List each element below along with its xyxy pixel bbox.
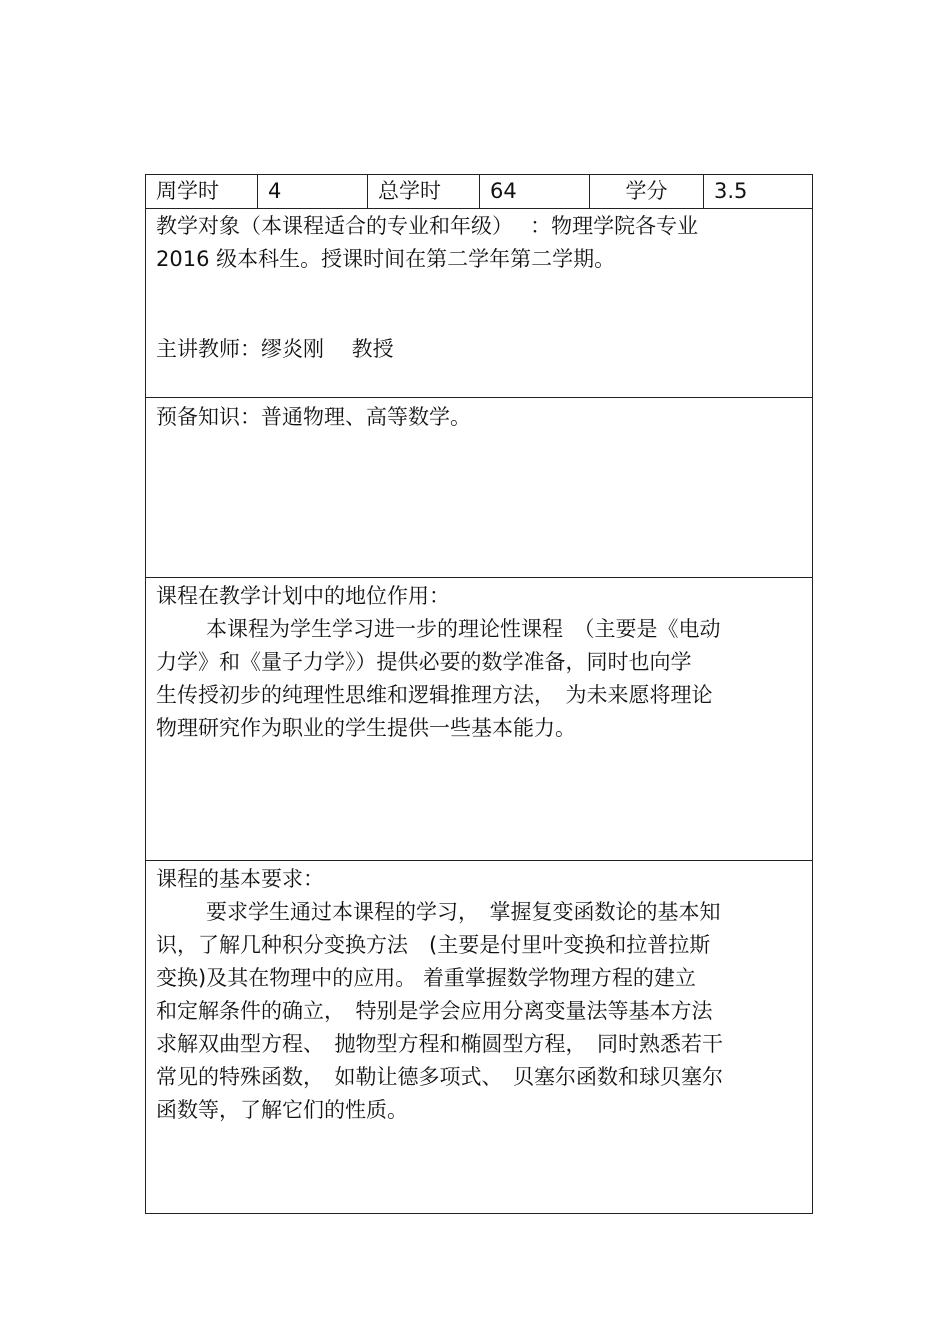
total-hours-label: 总学时 [368, 175, 480, 208]
audience-line-2: 2016 级本科生。授课时间在第二学年第二学期。 [156, 247, 616, 271]
credit-value: 3.5 [714, 179, 748, 203]
week-hours-label: 周学时 [146, 175, 258, 208]
week-hours-value: 4 [258, 175, 368, 208]
requirements-title: 课程的基本要求： [156, 867, 324, 891]
role-line-1: 本课程为学生学习进一步的理论性课程 （主要是《电动 [206, 617, 721, 641]
requirements-line-6: 常见的特殊函数， 如勒让德多项式、 贝塞尔函数和球贝塞尔 [156, 1065, 723, 1089]
total-hours-value: 64 [480, 175, 590, 208]
requirements-section [146, 861, 812, 1213]
requirements-line-4: 和定解条件的确立， 特别是学会应用分离变量法等基本方法 [156, 999, 713, 1023]
role-line-2: 力学》和《量子力学》）提供必要的数学准备，同时也向学 [156, 650, 692, 674]
audience-section [146, 209, 812, 398]
requirements-line-5: 求解双曲型方程、 抛物型方程和椭圆型方程， 同时熟悉若干 [156, 1032, 723, 1056]
role-line-4: 物理研究作为职业的学生提供一些基本能力。 [156, 716, 576, 740]
requirements-line-2: 识，了解几种积分变换方法 (主要是付里叶变换和拉普拉斯 [156, 933, 711, 957]
requirements-line-1: 要求学生通过本课程的学习， 掌握复变函数论的基本知 [206, 900, 721, 924]
requirements-line-3: 变换)及其在物理中的应用。 着重掌握数学物理方程的建立 [156, 966, 696, 990]
header-row [146, 175, 812, 209]
credit-label: 学分 [590, 175, 704, 208]
role-section [146, 578, 812, 861]
role-line-3: 生传授初步的纯理性思维和逻辑推理方法， 为未来愿将理论 [156, 683, 713, 707]
role-title: 课程在教学计划中的地位作用： [156, 584, 450, 608]
audience-line-1: 教学对象（本课程适合的专业和年级） ：物理学院各专业 [156, 214, 699, 238]
requirements-line-7: 函数等，了解它们的性质。 [156, 1098, 408, 1122]
prerequisite-section [146, 398, 812, 578]
course-info-table [145, 174, 813, 1214]
teacher-line: 主讲教师：缪炎刚 教授 [156, 337, 394, 361]
prerequisite-line: 预备知识：普通物理、高等数学。 [156, 405, 471, 429]
